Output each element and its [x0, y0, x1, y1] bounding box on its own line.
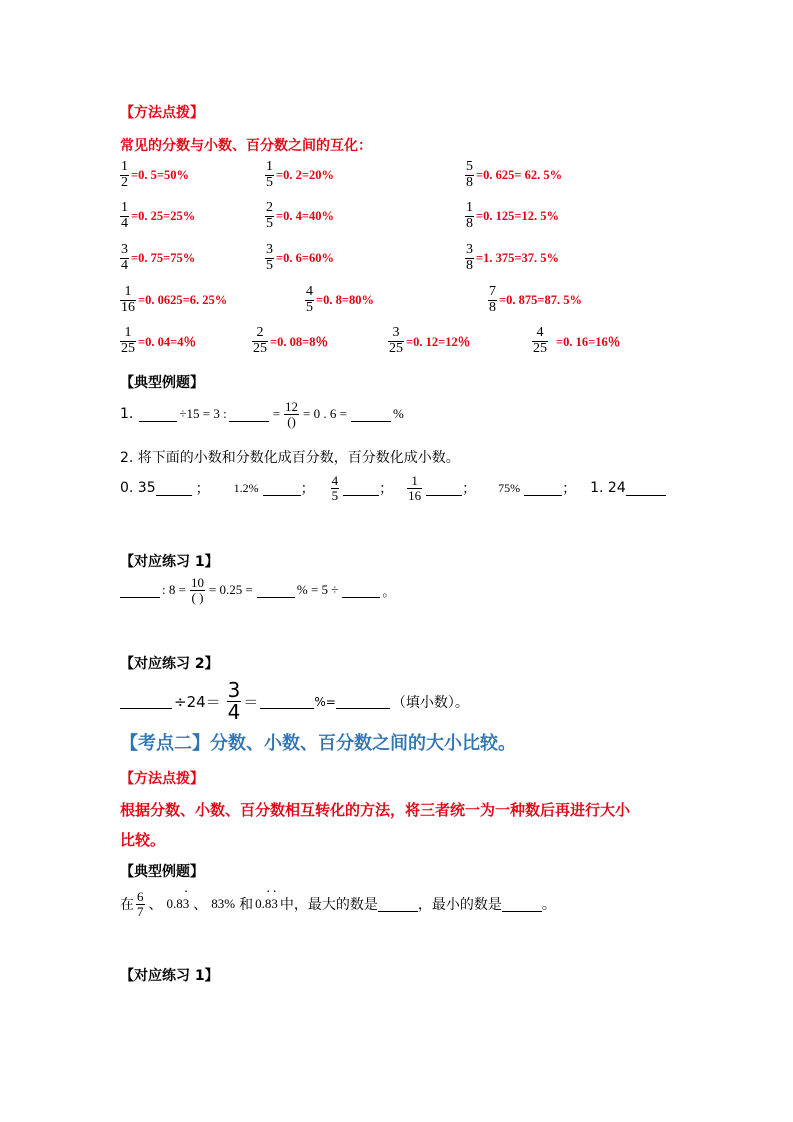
question-text: 中，最大的数是 [279, 897, 378, 914]
conversion-item [465, 201, 559, 231]
fraction-numerator: 1 [121, 159, 128, 174]
fraction-numerator: 2 [256, 325, 264, 340]
fraction-numerator: 4 [331, 473, 339, 488]
fraction-denominator: 5 [266, 174, 273, 190]
repeating-digit: · 3 [271, 896, 278, 911]
separator: ； [300, 481, 315, 498]
decimal-part: 0. [255, 896, 265, 912]
conversion-item [265, 160, 334, 190]
math-text: ÷24＝ [174, 693, 221, 711]
item-value: 75% [498, 480, 521, 495]
practice-1-equation [120, 576, 395, 604]
example-heading: 【典型例题】 [120, 375, 204, 391]
decimal-value [255, 896, 278, 912]
fraction-numerator: 4 [536, 325, 544, 340]
math-text: ÷15 = 3 : [179, 406, 227, 422]
math-text: 。 [382, 584, 396, 600]
fraction-denominator: 25 [121, 340, 135, 356]
conversion-value: =0. 125=12. 5% [476, 208, 559, 223]
answer-blank[interactable] [260, 694, 314, 709]
conversion-item [532, 326, 620, 356]
answer-blank[interactable] [139, 407, 177, 422]
example-1 [120, 400, 404, 428]
conversion-title: 常见的分数与小数、百分数之间的互化： [120, 138, 372, 154]
conversion-item [388, 326, 470, 356]
answer-blank[interactable] [120, 583, 160, 598]
decimal-value [167, 896, 190, 912]
question-text: 和 [239, 897, 254, 914]
conversion-value: =0. 04=4％ [138, 335, 196, 350]
practice-heading: 【对应练习 1】 [120, 554, 219, 570]
conversion-value: =0. 5=50% [131, 167, 189, 182]
conversion-value: =0. 875=87. 5% [499, 292, 582, 307]
conversion-item [120, 243, 195, 273]
fraction-denominator: 5 [266, 257, 273, 273]
fraction-numerator: 1 [266, 159, 273, 174]
answer-blank[interactable] [263, 481, 301, 496]
conversion-value: =0. 8=80% [316, 292, 374, 307]
answer-blank[interactable] [378, 897, 418, 912]
conversion-item [120, 326, 196, 356]
method-heading: 【方法点拨】 [120, 105, 204, 121]
conversion-item [265, 243, 334, 273]
math-text: = 0 . 6 = [303, 406, 347, 422]
fraction-denominator: 5 [306, 299, 313, 315]
fraction-denominator: 7 [137, 903, 144, 919]
fraction-denominator: 4 [121, 215, 128, 231]
conversion-value: =0. 16=16％ [556, 335, 621, 350]
conversion-item [252, 326, 328, 356]
fraction-numerator: 1 [411, 473, 418, 488]
practice-heading: 【对应练习 1】 [120, 968, 219, 984]
conversion-item [120, 201, 195, 231]
conversion-item [465, 160, 562, 190]
answer-blank[interactable] [257, 583, 295, 598]
fraction-denominator: 25 [533, 340, 547, 356]
conversion-value: =0. 08=8％ [270, 335, 328, 350]
separator: ； [462, 481, 477, 498]
answer-blank[interactable] [156, 481, 192, 496]
conversion-item [120, 285, 227, 315]
fraction-denominator: 5 [331, 487, 339, 503]
answer-blank[interactable] [524, 481, 562, 496]
fraction-denominator: 25 [253, 340, 267, 356]
fraction-numerator: 5 [466, 159, 473, 174]
method-text: 比较。 [120, 831, 166, 849]
fraction-numerator: 3 [121, 242, 128, 257]
fraction-denominator: 25 [389, 340, 403, 356]
separator: ； [379, 481, 394, 498]
conversion-value: =0. 625= 62. 5% [476, 167, 563, 182]
fraction-denominator: 4 [227, 700, 241, 724]
math-text: %= [314, 694, 336, 709]
conversion-value: =0. 6=60% [276, 250, 334, 265]
conversion-value: =0. 75=75% [131, 250, 196, 265]
fraction-numerator: 3 [266, 242, 273, 257]
example-2-items [120, 474, 666, 502]
answer-blank[interactable] [626, 481, 666, 496]
fraction-denominator: 8 [489, 299, 496, 315]
math-text: : 8 = [162, 582, 186, 598]
question-text: 在 [120, 897, 134, 914]
fraction-denominator: 16 [121, 299, 135, 315]
conversion-item [488, 285, 582, 315]
math-text: = [272, 406, 281, 422]
fraction-denominator: 16 [408, 487, 422, 503]
fraction-numerator: 7 [489, 284, 496, 299]
fraction-numerator: 6 [137, 889, 144, 904]
practice-2-equation [120, 680, 469, 723]
fraction-numerator: 3 [392, 325, 400, 340]
answer-blank[interactable] [343, 481, 379, 496]
conversion-value: =1. 375=37. 5% [476, 250, 559, 265]
example-2-text: 2. 将下面的小数和分数化成百分数，百分数化成小数。 [120, 450, 460, 466]
fraction-numerator: 1 [124, 325, 132, 340]
conversion-value: =0. 12=12％ [406, 335, 471, 350]
conversion-item [265, 201, 334, 231]
fraction-denominator: 8 [466, 215, 473, 231]
answer-blank[interactable] [342, 583, 380, 598]
conversion-item [120, 160, 189, 190]
fraction-numerator: 1 [466, 200, 473, 215]
answer-blank[interactable] [502, 897, 542, 912]
fraction-numerator: 2 [266, 200, 273, 215]
item-value: 1.2% [233, 480, 259, 495]
question-text: ，最小的数是 [417, 897, 502, 914]
practice-heading: 【对应练习 2】 [120, 656, 219, 672]
item-value: 1. 24 [590, 480, 626, 497]
fraction-denominator: ( ) [191, 589, 204, 605]
repeating-digit: · 8 [265, 896, 272, 911]
math-text: ＝ [243, 693, 259, 711]
math-text: （填小数）。 [391, 694, 469, 711]
fraction-denominator: 4 [121, 257, 128, 273]
example-heading: 【典型例题】 [120, 864, 204, 880]
conversion-value: =0. 0625=6. 25% [138, 292, 228, 307]
fraction-numerator: 10 [190, 575, 204, 590]
fraction-numerator: 12 [285, 399, 299, 414]
fraction-numerator: 1 [124, 284, 132, 299]
fraction-denominator: 5 [266, 215, 273, 231]
answer-blank[interactable] [336, 694, 390, 709]
percent-value: 83% [211, 896, 236, 912]
method-text: 根据分数、小数、百分数相互转化的方法，将三者统一为一种数后再进行大小 [120, 801, 631, 819]
conversion-value: =0. 4=40% [276, 208, 334, 223]
fraction-denominator: 8 [466, 174, 473, 190]
math-text: = 0.25 = [208, 582, 253, 598]
separator: ； [195, 481, 210, 498]
repeating-digit: · 3 [183, 896, 190, 911]
separator: ； [562, 481, 577, 498]
conversion-item [305, 285, 374, 315]
math-text: % [392, 406, 404, 422]
conversion-value: =0. 2=20% [276, 167, 334, 182]
fraction-numerator: 3 [466, 242, 473, 257]
answer-blank[interactable] [426, 481, 462, 496]
math-text: % = 5 ÷ [296, 582, 339, 598]
question-text: 。 [541, 897, 556, 914]
conversion-item [465, 243, 559, 273]
fraction-denominator: () [284, 414, 299, 429]
question-text: 、 [148, 897, 163, 914]
compare-question [120, 890, 556, 918]
fraction-numerator: 1 [121, 200, 128, 215]
fraction-numerator: 4 [306, 284, 313, 299]
fraction-numerator: 3 [227, 678, 241, 702]
answer-blank[interactable] [229, 407, 269, 422]
fraction-denominator: 8 [466, 257, 473, 273]
item-value: 0. 35 [120, 480, 156, 497]
decimal-part: 0.8 [166, 896, 183, 912]
method-heading: 【方法点拨】 [120, 771, 204, 787]
section-title: 【考点二】分数、小数、百分数之间的大小比较。 [120, 733, 516, 754]
answer-blank[interactable] [120, 694, 172, 709]
answer-blank[interactable] [351, 407, 391, 422]
fraction-denominator: 2 [121, 174, 128, 190]
question-text: 、 [193, 897, 208, 914]
question-number: 1. [120, 406, 134, 423]
conversion-value: =0. 25=25% [131, 208, 196, 223]
